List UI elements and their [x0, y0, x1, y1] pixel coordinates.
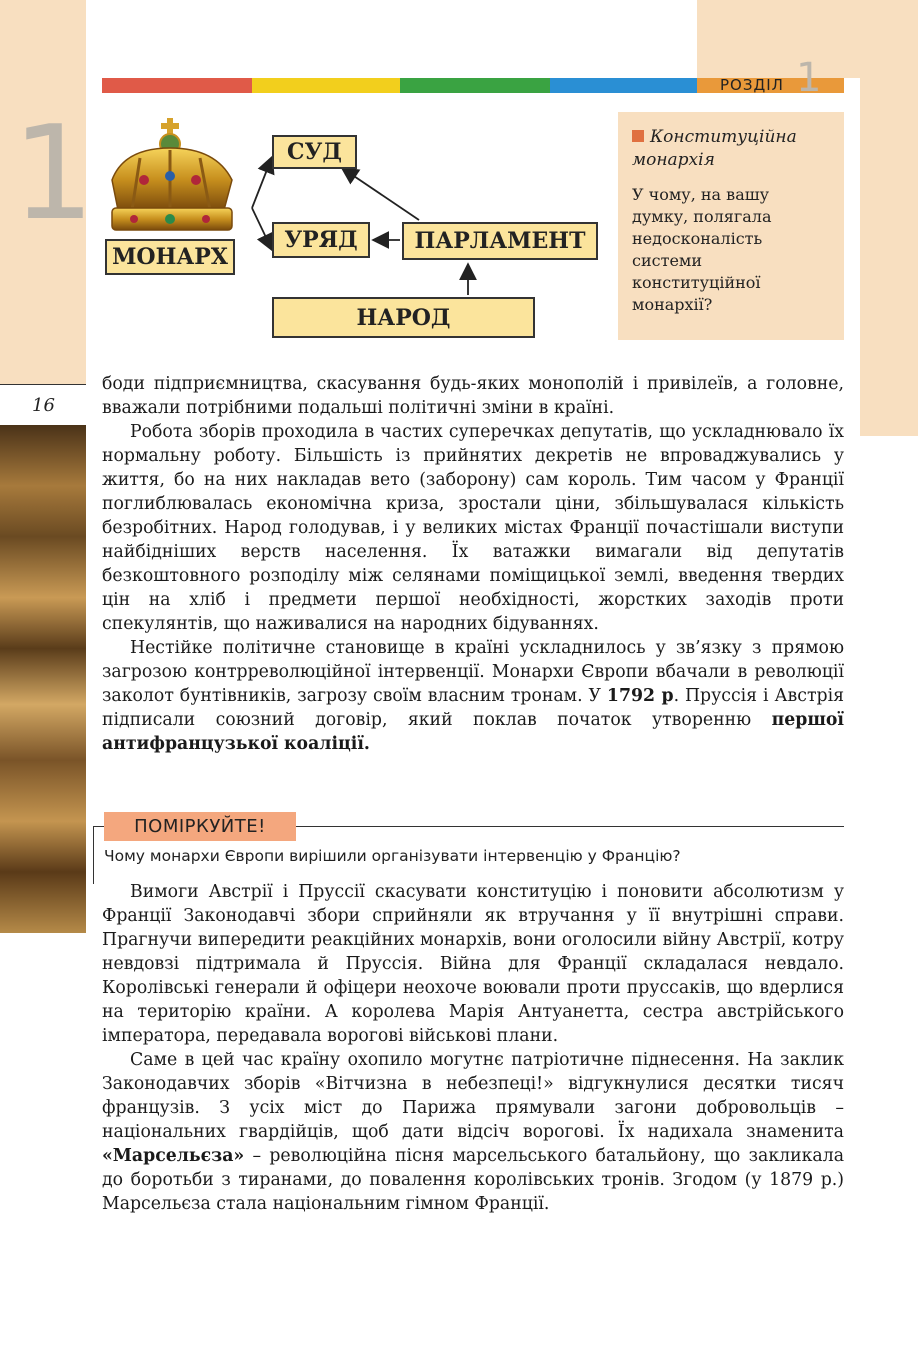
color-bar-green — [400, 78, 550, 93]
palace-interior-photo — [0, 425, 86, 933]
square-bullet-icon — [632, 130, 644, 142]
government-box: УРЯД — [272, 222, 370, 258]
monarch-box: МОНАРХ — [105, 239, 235, 275]
parliament-box: ПАРЛАМЕНТ — [402, 222, 598, 260]
side-note — [618, 112, 844, 340]
page-number-rule — [0, 384, 86, 385]
right-margin-strip — [860, 0, 918, 436]
side-note-question: У чому, на вашу думку, полягала недосконалість системи конституційної монархії? — [632, 185, 772, 314]
main-text-bottom — [102, 880, 844, 1216]
paragraph: боди підприємництва, скасування будь-яких монополій і привілеїв, а головне, вважали потрібними подальші політичні зміни в країні. — [102, 374, 844, 418]
section-tab — [697, 0, 860, 78]
paragraph: Саме в цей час країну охопило могутнє патріотичне піднесення. На заклик Законодавчих зборів «Вітчизна в небезпеці!» відгукнулися десятки тисяч французів. З усіх міст до Парижа прямували загони добровольців – національних гвардійців, щоб дати відсіч ворогові. Їх надихала знаменита «Марсельєза» – революційна пісня марсельського батальйону, що закликала до боротьби з тиранами, до повалення королівських тронів. Згодом (у 1879 р.) Марсельєза стала національним гімном Франції. — [102, 1050, 844, 1214]
paragraph: Нестійке політичне становище в країні ускладнилось у зв’язку з прямою загрозою контрреволюційної інтервенції. Монархи Європи вбачали в революції заколот бунтівників, загрозу своїм власним тронам. У 1792 р. Пруссія і Австрія підписали союзний договір, який поклав початок утворенню першої антифранцузької коаліції. — [102, 638, 844, 754]
people-box: НАРОД — [272, 297, 535, 338]
section-label: РОЗДІЛ — [720, 76, 784, 94]
think-question: Чому монархи Європи вирішили організувати інтервенцію у Францію? — [104, 847, 681, 865]
think-label: ПОМІРКУЙТЕ! — [104, 812, 296, 841]
header-color-bar — [102, 78, 697, 93]
color-bar-red — [102, 78, 252, 93]
color-bar-yellow — [252, 78, 400, 93]
chapter-big-number: 1 — [12, 97, 95, 249]
side-note-title: Конституційна монархія — [632, 127, 797, 170]
crown-icon — [104, 118, 240, 232]
main-text-top — [102, 372, 844, 756]
paragraph: Вимоги Австрії і Пруссії скасувати конституцію і поновити абсолютизм у Франції Законодавчі збори сприйняли як втручання у її внутрішні справи. Прагнучи випередити реакційних монархів, вони оголосили війну Австрії, котру невдовзі підтримала й Пруссія. Війна для Франції складалася невдало. Королівські генерали й офіцери неохоче воювали проти пруссаків, що вдерлися на територію країни. А королева Марія Антуанетта, сестра австрійського імператора, передавала ворогові військові плани. — [102, 882, 844, 1046]
page-number: 16 — [32, 395, 55, 416]
color-bar-blue — [550, 78, 697, 93]
paragraph: Робота зборів проходила в частих суперечках депутатів, що ускладнювало їх нормальну роботу. Більшість із прийнятих декретів не впроваджувались у життя, бо на них накладав вето (заборону) сам король. Тим часом у Франції поглиблювалась економічна криза, зростали ціни, збільшувалася кількість безробітних. Народ голодував, і у великих містах Франції почастішали виступи найбідніших верств населення. Їх ватажки вимагали від депутатів безкоштовного розподілу між селянами поміщицької землі, введення твердих цін на хліб і предмети першої необхідності, жорстких заходів проти спекулянтів, що наживалися на народних бідуваннях. — [102, 422, 844, 634]
think-bracket — [93, 826, 104, 884]
section-number: 1 — [796, 55, 822, 101]
think-rule — [296, 826, 844, 827]
court-box: СУД — [272, 135, 357, 169]
